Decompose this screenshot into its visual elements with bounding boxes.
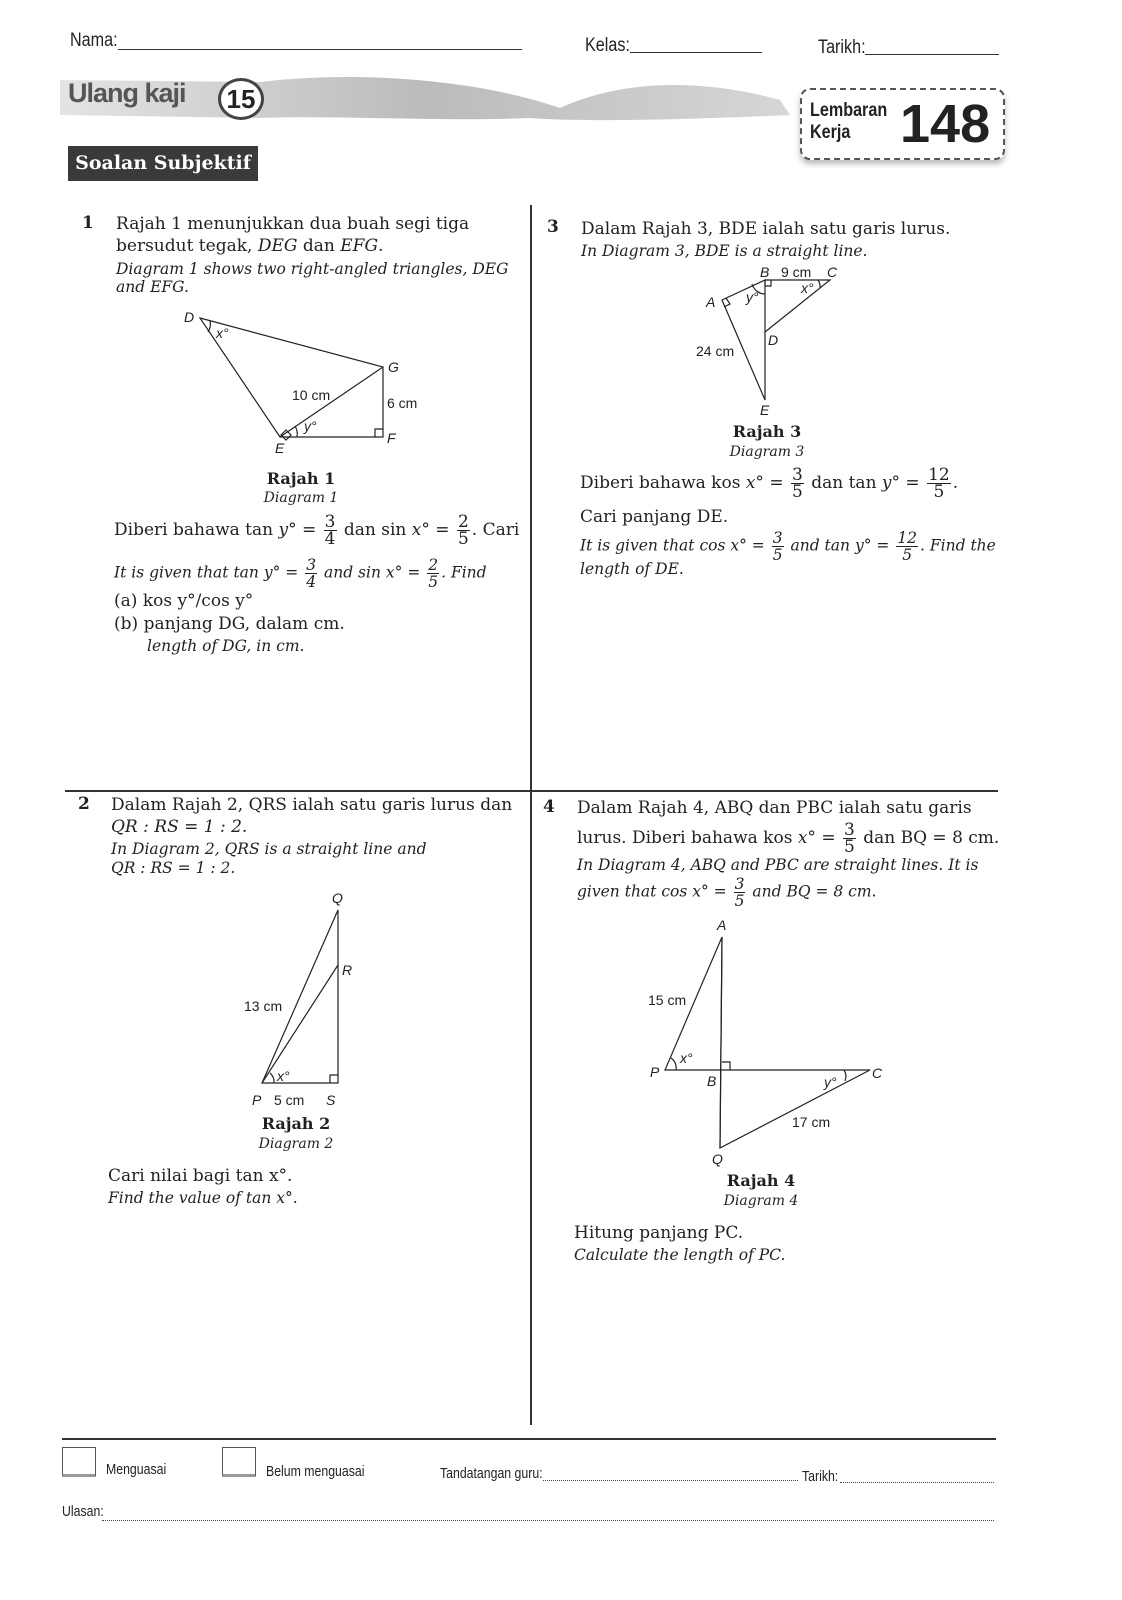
svg-text:S: S bbox=[326, 1092, 336, 1108]
svg-text:13 cm: 13 cm bbox=[244, 998, 283, 1014]
question-text-en: Diagram 1 shows two right-angled triangles, DEG bbox=[116, 260, 509, 278]
diagram-2 bbox=[230, 885, 370, 1110]
svg-text:R: R bbox=[342, 962, 353, 978]
worksheet-badge bbox=[800, 88, 1005, 160]
remarks-field[interactable] bbox=[102, 1520, 994, 1521]
question-text: lurus. Diberi bahawa kos x° = $\frac{3}{5}$ dan BQ = 8 cm. bbox=[577, 820, 1000, 857]
worksheet-number: 148 bbox=[900, 94, 991, 154]
question-text: Dalam Rajah 3, BDE ialah satu garis lurus. bbox=[581, 219, 951, 239]
svg-text:E: E bbox=[760, 402, 770, 418]
svg-text:y°: y° bbox=[824, 1074, 837, 1090]
given-text-en: It is given that cos x° = $\frac{3}{5}$ and tan y° = $\frac{12}{5}$ . Find the bbox=[580, 529, 996, 564]
part-a-label: (a) bbox=[114, 591, 138, 611]
svg-text:15 cm: 15 cm bbox=[648, 992, 687, 1008]
diagram-caption-en: Diagram 4 bbox=[723, 1193, 799, 1209]
footer-divider bbox=[62, 1438, 996, 1440]
mastered-label: Menguasai bbox=[106, 1461, 167, 1478]
review-number: 15 bbox=[218, 78, 264, 120]
question-text-en: In Diagram 4, ABQ and PBC are straight lines. It is bbox=[577, 856, 979, 874]
name-label: Nama: bbox=[70, 30, 118, 51]
teacher-signature-field[interactable] bbox=[543, 1480, 798, 1481]
given-text-en: length of DE. bbox=[580, 560, 684, 578]
question-text-en: In Diagram 3, BDE is a straight line. bbox=[581, 242, 868, 260]
svg-text:B: B bbox=[760, 264, 770, 280]
svg-text:Q: Q bbox=[332, 890, 343, 906]
section-title: Soalan Subjektif bbox=[68, 146, 258, 181]
svg-text:y°: y° bbox=[746, 289, 759, 305]
part-b-label: (b) bbox=[114, 614, 139, 634]
find-text: Hitung panjang PC. bbox=[574, 1223, 744, 1243]
question-text: Dalam Rajah 4, ABQ dan PBC ialah satu garis bbox=[577, 798, 972, 818]
find-text: Cari panjang DE. bbox=[580, 507, 729, 527]
question-text-en: QR : RS = 1 : 2. bbox=[111, 859, 236, 877]
diagram-caption: Rajah 3 bbox=[732, 422, 802, 441]
svg-text:D: D bbox=[184, 309, 195, 325]
footer-date-label: Tarikh: bbox=[802, 1468, 839, 1485]
svg-text:F: F bbox=[387, 430, 396, 446]
find-text-en: Calculate the length of PC. bbox=[574, 1246, 786, 1264]
svg-text:10 cm: 10 cm bbox=[292, 387, 331, 403]
part-b-text-en: length of DG, in cm. bbox=[147, 637, 305, 655]
diagram-caption-en: Diagram 3 bbox=[729, 444, 805, 460]
mastered-checkbox[interactable] bbox=[62, 1447, 96, 1477]
worksheet-label-2: Kerja bbox=[810, 122, 851, 143]
svg-text:C: C bbox=[827, 264, 838, 280]
banner-title: Ulang kaji bbox=[68, 78, 186, 108]
diagram-4 bbox=[640, 915, 900, 1170]
svg-text:x°: x° bbox=[277, 1068, 290, 1084]
given-text: Diberi bahawa kos x° = $\frac{3}{5}$ dan tan y° = $\frac{12}{5}$ . bbox=[580, 465, 959, 502]
class-field[interactable] bbox=[630, 51, 762, 53]
date-label: Tarikh: bbox=[818, 37, 866, 58]
svg-text:17 cm: 17 cm bbox=[792, 1114, 831, 1130]
part-b-text: panjang DG, dalam cm. bbox=[143, 614, 345, 634]
name-field[interactable] bbox=[118, 48, 522, 50]
row-divider bbox=[65, 790, 998, 792]
svg-text:A: A bbox=[717, 917, 727, 933]
diagram-1 bbox=[170, 300, 430, 460]
diagram-caption-en: Diagram 2 bbox=[258, 1136, 334, 1152]
diagram-caption: Rajah 2 bbox=[261, 1114, 331, 1133]
class-label: Kelas: bbox=[585, 35, 630, 56]
svg-text:C: C bbox=[872, 1065, 883, 1081]
svg-text:24 cm: 24 cm bbox=[696, 343, 735, 359]
not-mastered-checkbox[interactable] bbox=[222, 1447, 256, 1477]
svg-text:B: B bbox=[707, 1073, 717, 1089]
question-text: Dalam Rajah 2, QRS ialah satu garis lurus dan bbox=[111, 795, 513, 815]
question-text: bersudut tegak, DEG dan EFG. bbox=[116, 236, 384, 256]
question-number: 2 bbox=[78, 794, 90, 814]
question-number: 1 bbox=[82, 213, 94, 233]
svg-text:P: P bbox=[252, 1092, 262, 1108]
svg-text:E: E bbox=[275, 440, 285, 456]
svg-text:D: D bbox=[768, 332, 779, 348]
footer-date-field[interactable] bbox=[840, 1482, 994, 1483]
svg-text:9 cm: 9 cm bbox=[781, 264, 812, 280]
question-text-en: given that cos x° = $\frac{3}{5}$ and BQ = 8 cm. bbox=[577, 875, 877, 910]
svg-text:A: A bbox=[706, 294, 716, 310]
svg-text:x°: x° bbox=[680, 1050, 693, 1066]
svg-text:y°: y° bbox=[304, 418, 317, 434]
svg-text:P: P bbox=[650, 1064, 660, 1080]
svg-text:Q: Q bbox=[712, 1151, 723, 1167]
svg-text:6 cm: 6 cm bbox=[387, 395, 418, 411]
teacher-signature-label: Tandatangan guru: bbox=[440, 1465, 543, 1482]
diagram-caption: Rajah 4 bbox=[726, 1171, 796, 1190]
find-text-en: Find the value of tan x°. bbox=[108, 1189, 298, 1207]
svg-text:5 cm: 5 cm bbox=[274, 1092, 305, 1108]
column-divider bbox=[530, 205, 532, 1425]
given-text-en: It is given that tan y° = $\frac{3}{4}$ and sin x° = $\frac{2}{5}$ . Find bbox=[114, 556, 487, 591]
not-mastered-label: Belum menguasai bbox=[266, 1463, 365, 1480]
question-text-en: In Diagram 2, QRS is a straight line and bbox=[111, 840, 427, 858]
question-number: 4 bbox=[543, 797, 555, 817]
given-text: Diberi bahawa tan y° = $\frac{3}{4}$ dan sin x° = $\frac{2}{5}$ . Cari bbox=[114, 512, 520, 549]
diagram-3 bbox=[680, 260, 860, 420]
find-text: Cari nilai bagi tan x°. bbox=[108, 1166, 293, 1186]
remarks-label: Ulasan: bbox=[62, 1503, 104, 1520]
svg-text:G: G bbox=[388, 359, 399, 375]
diagram-caption-en: Diagram 1 bbox=[263, 490, 339, 506]
worksheet-label-1: Lembaran bbox=[810, 100, 888, 121]
question-text: QR : RS = 1 : 2. bbox=[111, 817, 248, 837]
question-text: Rajah 1 menunjukkan dua buah segi tiga bbox=[116, 214, 470, 234]
question-text-en: and EFG. bbox=[116, 278, 189, 296]
date-field[interactable] bbox=[865, 53, 999, 55]
question-number: 3 bbox=[547, 217, 559, 237]
diagram-caption: Rajah 1 bbox=[266, 469, 336, 488]
svg-text:x°: x° bbox=[216, 325, 229, 341]
svg-text:x°: x° bbox=[801, 280, 814, 296]
part-a-text: kos y°/cos y° bbox=[142, 591, 254, 611]
